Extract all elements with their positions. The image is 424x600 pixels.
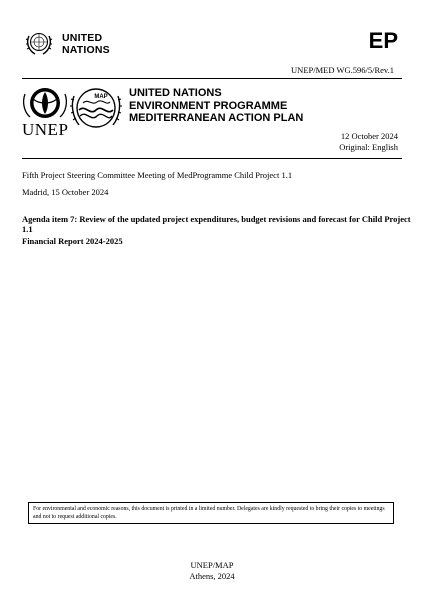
org-name-line2: NATIONS: [62, 44, 110, 56]
programme-title: [129, 87, 303, 125]
org-name-line1: UNITED: [62, 32, 103, 44]
language-code: EP: [368, 28, 398, 53]
report-title: Financial Report 2024-2025: [22, 236, 123, 246]
original-language: Original: English: [339, 142, 398, 152]
document-date: 12 October 2024: [340, 131, 398, 141]
programme-line1: UNITED NATIONS: [129, 87, 222, 99]
footer: [0, 560, 424, 582]
header-rule: [22, 78, 402, 79]
un-emblem-icon: [24, 28, 54, 58]
document-symbol: UNEP/MED WG.596/5/Rev.1: [291, 65, 394, 75]
programme-line2: ENVIRONMENT PROGRAMME: [129, 99, 288, 112]
programme-line3: MEDITERRANEAN ACTION PLAN: [129, 112, 304, 124]
section-rule: [22, 158, 402, 159]
map-badge-text: MAP: [94, 94, 108, 100]
venue-date: Madrid, 15 October 2024: [22, 187, 109, 197]
date-block: [339, 131, 398, 153]
printing-notice: For environmental and economic reasons, this document is printed in a limited number. Delegates are kindly requested to bring their copies to meetings and not to request additional copies.: [28, 502, 394, 524]
map-emblem-icon: [70, 82, 122, 134]
footer-place-year: Athens, 2024: [189, 571, 235, 581]
unep-emblem-icon: [22, 86, 68, 120]
unep-logo-text: UNEP: [22, 120, 69, 139]
meeting-title: Fifth Project Steering Committee Meeting of MedProgramme Child Project 1.1: [22, 170, 293, 180]
org-name: [62, 32, 110, 56]
footer-org: UNEP/MAP: [190, 560, 234, 570]
agenda-item: Agenda item 7: Review of the updated project expenditures, budget revisions and forecast for Child Project 1.1: [22, 214, 411, 234]
